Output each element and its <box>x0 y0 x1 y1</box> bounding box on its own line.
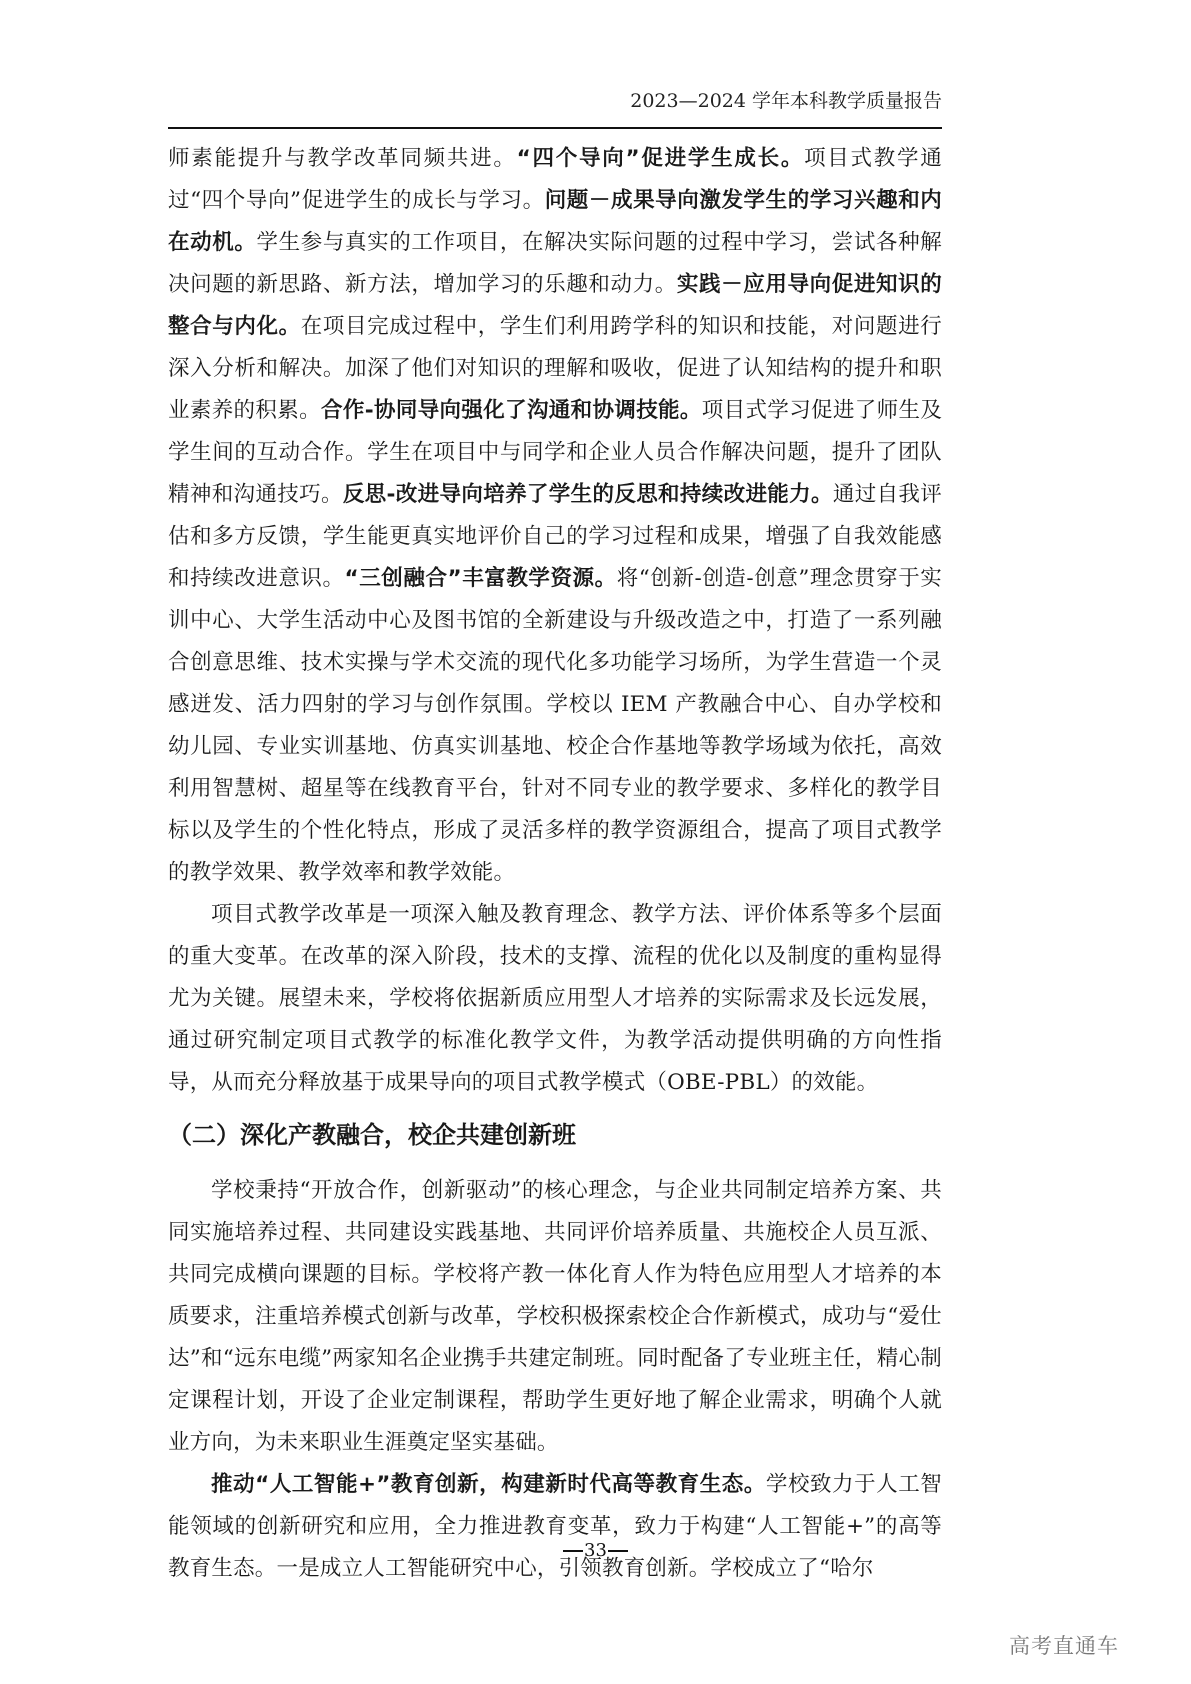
page-number-dash-left <box>563 1550 583 1552</box>
paragraphs-after-heading <box>168 1170 942 1590</box>
page-number-dash-right <box>608 1550 628 1552</box>
bold-lead-sentence: 推动“人工智能+”教育创新，构建新时代高等教育生态。 <box>211 1472 766 1497</box>
body-sentence: 学校秉持“开放合作，创新驱动”的核心理念，与企业共同制定培养方案、共同实施培养过程、共同建设实践基地、共同评价培养质量、共施校企人员互派、共同完成横向课题的目标。学校将产教一体化育人作为特色应用型人才培养的本质要求，注重培养模式创新与改革，学校积极探索校企合作新模式，成功与“爱仕达”和“远东电缆”两家知名企业携手共建定制班。同时配备了专业班主任，精心制定课程计划，开设了企业定制课程，帮助学生更好地了解企业需求，明确个人就业方向，为未来职业生涯奠定坚实基础。 <box>168 1178 942 1455</box>
paragraphs-before-heading <box>168 138 942 1104</box>
body-sentence: 项目式教学通过“四个导向”促进学生的成长与学习。 <box>168 146 942 213</box>
bold-lead-sentence: “三创融合”丰富教学资源。 <box>344 566 617 591</box>
section-heading: （二）深化产教融合，校企共建创新班 <box>168 1121 576 1149</box>
watermark: 高考直通车 <box>1009 1634 1119 1658</box>
header-rule <box>168 127 942 129</box>
bold-lead-sentence: “四个导向”促进学生成长。 <box>516 146 805 171</box>
body-sentence: 项目式学习促进了师生及学生间的互动合作。学生在项目中与同学和企业人员合作解决问题，提升了团队精神和沟通技巧。 <box>168 398 943 507</box>
paragraph <box>168 894 942 1104</box>
body-sentence: 项目式教学改革是一项深入触及教育理念、教学方法、评价体系等多个层面的重大变革。在改革的深入阶段，技术的支撑、流程的优化以及制度的重构显得尤为关键。展望未来，学校将依据新质应用型人才培养的实际需求及长远发展，通过研究制定项目式教学的标准化教学文件，为教学活动提供明确的方向性指导，从而充分释放基于成果导向的项目式教学模式（OBE-PBL）的效能。 <box>168 902 942 1095</box>
bold-lead-sentence: 合作-协同导向强化了沟通和协调技能。 <box>320 398 702 423</box>
page-number-value: 33 <box>584 1540 607 1561</box>
bold-lead-sentence: 反思-改进导向培养了学生的反思和持续改进能力。 <box>342 482 833 507</box>
body-text <box>168 138 942 1590</box>
body-sentence: 学生参与真实的工作项目，在解决实际问题的过程中学习，尝试各种解决问题的新思路、新方法，增加学习的乐趣和动力。 <box>168 230 942 297</box>
body-sentence: 通过自我评估和多方反馈，学生能更真实地评价自己的学习过程和成果，增强了自我效能感和持续改进意识。 <box>168 482 942 591</box>
body-sentence: 将“创新-创造-创意”理念贯穿于实训中心、大学生活动中心及图书馆的全新建设与升级改造之中，打造了一系列融合创意思维、技术实操与学术交流的现代化多功能学习场所，为学生营造一个灵感迸发、活力四射的学习与创作氛围。学校以 IEM 产教融合中心、自办学校和幼儿园、专业实训基地、仿真实训基地、校企合作基地等教学场域为依托，高效利用智慧树、超星等在线教育平台，针对不同专业的教学要求、多样化的教学目标以及学生的个性化特点，形成了灵活多样的教学资源组合，提高了项目式教学的教学效果、教学效率和教学效能。 <box>168 566 942 885</box>
bold-lead-sentence: 问题－成果导向激发学生的学习兴趣和内在动机。 <box>168 188 942 255</box>
body-sentence: 学校致力于人工智能领域的创新研究和应用，全力推进教育变革，致力于构建“人工智能+”的高等教育生态。一是成立人工智能研究中心，引领教育创新。学校成立了“哈尔 <box>168 1472 942 1581</box>
paragraph <box>168 138 942 894</box>
paragraph <box>168 1170 942 1464</box>
body-sentence: 在项目完成过程中，学生们利用跨学科的知识和技能，对问题进行深入分析和解决。加深了他们对知识的理解和吸收，促进了认知结构的提升和职业素养的积累。 <box>168 314 942 423</box>
paragraph <box>168 1464 942 1590</box>
body-sentence: 师素能提升与教学改革同频共进。 <box>168 146 517 171</box>
header-title: 2023—2024 学年本科教学质量报告 <box>630 90 942 112</box>
bold-lead-sentence: 实践－应用导向促进知识的整合与内化。 <box>168 272 942 339</box>
running-header <box>168 86 942 114</box>
page-number <box>0 1540 1191 1561</box>
